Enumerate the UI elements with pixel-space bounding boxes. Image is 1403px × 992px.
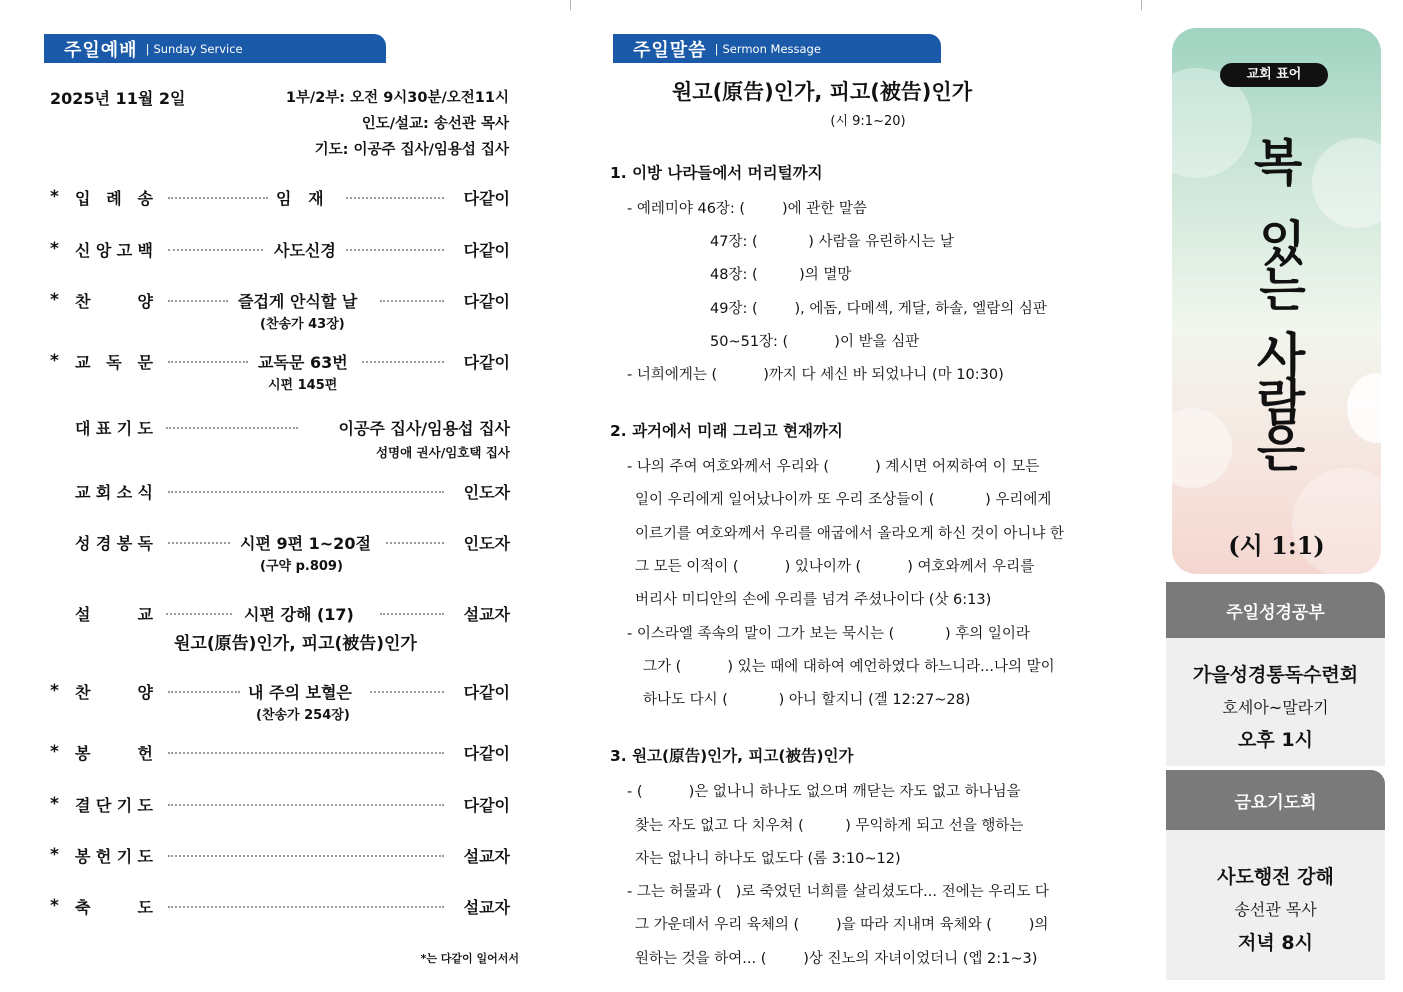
study-time: 오후 1시 <box>1238 729 1313 751</box>
sermon-line: - 그는 허물과 ( )로 죽었던 너희를 살리셨도다... 전에는 우리도 다 <box>627 884 1049 900</box>
dot-leader <box>370 691 444 693</box>
order-label: 교 독 문 <box>75 353 153 372</box>
order-item <box>50 238 510 260</box>
order-title: 시편 9편 1~20절 <box>240 534 371 553</box>
prayer-speaker: 송선관 목사 <box>1234 900 1317 919</box>
church-motto-card <box>1172 28 1381 574</box>
fold-mark-left <box>570 0 571 10</box>
bokeh-light <box>1347 373 1381 443</box>
sermon-line: 50~51장: ( )이 받을 심판 <box>710 334 920 350</box>
study-title: 가을성경통독수련회 <box>1192 664 1359 686</box>
order-who: 다같이 <box>463 744 510 763</box>
sermon-line: 48장: ( )의 멸망 <box>710 267 852 283</box>
friday-prayer-tab: 금요기도회 <box>1166 770 1385 830</box>
stand-mark: * <box>50 351 59 371</box>
stand-mark: * <box>50 742 59 762</box>
sermon-line: - 나의 주여 여호와께서 우리와 ( ) 계시면 어찌하여 이 모든 <box>627 459 1040 475</box>
order-who: 다같이 <box>463 796 510 815</box>
order-label: 결 단 기 도 <box>75 796 153 815</box>
fold-mark-right <box>1141 0 1142 10</box>
sermon-line: 그 모든 이적이 ( ) 있나이까 ( ) 여호와께서 우리를 <box>635 559 1035 575</box>
sermon-line: 원하는 것을 하여... ( )상 진노의 자녀이었더니 (엡 2:1~3) <box>635 951 1038 967</box>
sermon-line: 버리사 미디안의 손에 우리를 넘겨 주셨나이다 (삿 6:13) <box>635 592 992 608</box>
order-item <box>50 895 510 917</box>
order-label: 신 앙 고 백 <box>75 241 153 260</box>
order-title: 시편 강해 (17) <box>244 605 354 624</box>
order-who: 다같이 <box>463 353 510 372</box>
order-label: 봉 헌 <box>75 744 153 763</box>
order-title: 내 주의 보혈은 <box>248 683 352 702</box>
motto-label: 교회 표어 <box>1220 63 1328 87</box>
order-item <box>50 741 510 763</box>
dot-leader <box>168 906 444 908</box>
sermon-line: 49장: ( ), 에돔, 다메섹, 게달, 하솔, 엘람의 심판 <box>710 301 1047 317</box>
order-who: 다같이 <box>463 683 510 702</box>
sermon-line: 하나도 다시 ( ) 아니 할지니 (겔 12:27~28) <box>643 692 971 708</box>
order-item <box>50 289 510 332</box>
sermon-line: - 예레미야 46장: ( )에 관한 말씀 <box>627 201 867 217</box>
stand-mark: * <box>50 794 59 814</box>
dot-leader <box>362 361 444 363</box>
order-title: 이공주 집사/임용섭 집사 <box>338 419 510 438</box>
dot-leader <box>168 752 444 754</box>
stand-mark: * <box>50 845 59 865</box>
dot-leader <box>166 613 232 615</box>
bokeh-light <box>1312 138 1381 228</box>
order-item <box>50 350 510 393</box>
prayer-time: 저녁 8시 <box>1238 932 1313 954</box>
stand-mark: * <box>50 239 59 259</box>
dot-leader <box>168 300 228 302</box>
order-label: 찬 양 <box>75 683 153 702</box>
dot-leader <box>168 855 444 857</box>
tab-subtitle: | Sermon Message <box>715 42 821 56</box>
section-heading: 1. 이방 나라들에서 머리털까지 <box>610 164 823 182</box>
dot-leader <box>380 613 444 615</box>
motto-line: 사람은 <box>1248 330 1307 468</box>
sunday-bible-study-tab: 주일성경공부 <box>1166 582 1385 638</box>
sermon-line: 일이 우리에게 일어났나이까 또 우리 조상들이 ( ) 우리에게 <box>635 492 1052 508</box>
service-leader: 인도/설교: 송선관 목사 <box>361 116 509 132</box>
section-heading: 2. 과거에서 미래 그리고 현재까지 <box>610 422 843 440</box>
sermon-line: - 이스라엘 족속의 말이 그가 보는 묵시는 ( ) 후의 일이라 <box>627 626 1030 642</box>
order-item <box>50 793 510 815</box>
tab-title: 주일예배 <box>64 39 138 61</box>
motto-scripture-ref: (시 1:1) <box>1228 531 1325 560</box>
prayer-title: 사도행전 강해 <box>1217 866 1334 888</box>
dot-leader <box>168 197 268 199</box>
dot-leader <box>346 249 444 251</box>
order-title: 임 재 <box>276 189 324 208</box>
order-item <box>50 844 510 866</box>
order-label: 봉 헌 기 도 <box>75 847 153 866</box>
dot-leader <box>380 300 444 302</box>
order-label: 성 경 봉 독 <box>75 534 153 553</box>
stand-mark: * <box>50 681 59 701</box>
order-item <box>50 186 510 208</box>
study-range: 호세아~말라기 <box>1222 698 1329 717</box>
dot-leader <box>168 249 263 251</box>
dot-leader <box>166 427 298 429</box>
dot-leader <box>168 361 248 363</box>
order-item <box>50 680 510 723</box>
sermon-line: 그가 ( ) 있는 때에 대하여 예언하였다 하느니라...나의 말이 <box>643 659 1055 675</box>
section-heading: 3. 원고(原告)인가, 피고(被告)인가 <box>610 747 854 765</box>
sermon-line: 찾는 자도 없고 다 치우쳐 ( ) 무익하게 되고 선을 행하는 <box>635 818 1024 834</box>
order-sub: (찬송가 254장) <box>256 708 350 723</box>
order-title: 즐겁게 안식할 날 <box>238 292 358 311</box>
order-sub: 성명애 권사/임호택 집사 <box>375 445 510 460</box>
order-label: 축 도 <box>75 898 153 917</box>
order-item <box>50 480 510 502</box>
order-label: 설 교 <box>75 605 153 624</box>
sermon-line: 그 가운데서 우리 육체의 ( )을 따라 지내며 육체와 ( )의 <box>635 917 1049 933</box>
order-who: 설교자 <box>463 847 510 866</box>
order-label: 대 표 기 도 <box>75 419 153 438</box>
sermon-line: 이르기를 여호와께서 우리를 애굽에서 올라오게 하신 것이 아니냐 한 <box>635 526 1065 542</box>
stand-mark: * <box>50 896 59 916</box>
sermon-line: - 너희에게는 ( )까지 다 세신 바 되었나니 (마 10:30) <box>627 367 1004 383</box>
order-item <box>50 416 510 460</box>
order-who: 다같이 <box>463 292 510 311</box>
order-item <box>50 531 510 574</box>
motto-line: 복 <box>1254 133 1303 192</box>
sermon-title-sub: 원고(原告)인가, 피고(被告)인가 <box>174 634 417 654</box>
dot-leader <box>168 542 230 544</box>
stand-mark: * <box>50 290 59 310</box>
order-who: 설교자 <box>463 605 510 624</box>
order-title: 교독문 63번 <box>258 353 348 372</box>
motto-line: 있는 <box>1250 218 1306 310</box>
sermon-scripture-ref: (시 9:1~20) <box>830 114 906 129</box>
tab-title: 주일말씀 <box>633 39 707 61</box>
bokeh-light <box>1172 408 1232 488</box>
order-who: 설교자 <box>463 898 510 917</box>
sermon-title: 원고(原告)인가, 피고(被告)인가 <box>672 80 972 104</box>
standing-note: *는 다같이 일어서서 <box>420 952 519 965</box>
order-sub: (구약 p.809) <box>260 559 343 574</box>
sermon-line: - ( )은 없나니 하나도 없으며 깨닫는 자도 없고 하나님을 <box>627 784 1021 800</box>
dot-leader <box>168 804 444 806</box>
sermon-line: 자는 없나니 하나도 없도다 (롬 3:10~12) <box>635 851 901 867</box>
order-title: 사도신경 <box>274 241 336 260</box>
order-who: 인도자 <box>463 534 510 553</box>
tab-subtitle: | Sunday Service <box>146 42 243 56</box>
service-prayer: 기도: 이공주 집사/임용섭 집사 <box>314 142 509 158</box>
sermon-line: 47장: ( ) 사람을 유린하시는 날 <box>710 234 954 250</box>
service-time: 1부/2부: 오전 9시30분/오전11시 <box>285 90 509 106</box>
order-who: 인도자 <box>463 483 510 502</box>
dot-leader <box>346 197 444 199</box>
stand-mark: * <box>50 187 59 207</box>
sunday-service-tab <box>44 34 386 63</box>
sermon-message-tab <box>613 34 941 63</box>
order-label: 교 회 소 식 <box>75 483 153 502</box>
order-sub: 시편 145편 <box>268 378 338 393</box>
order-who: 다같이 <box>463 241 510 260</box>
order-item <box>50 602 510 654</box>
order-who: 다같이 <box>463 189 510 208</box>
dot-leader <box>386 542 444 544</box>
service-date: 2025년 11월 2일 <box>50 89 186 108</box>
dot-leader <box>168 491 444 493</box>
order-sub: (찬송가 43장) <box>260 317 345 332</box>
order-label: 입 례 송 <box>75 189 153 208</box>
order-label: 찬 양 <box>75 292 153 311</box>
dot-leader <box>168 691 240 693</box>
